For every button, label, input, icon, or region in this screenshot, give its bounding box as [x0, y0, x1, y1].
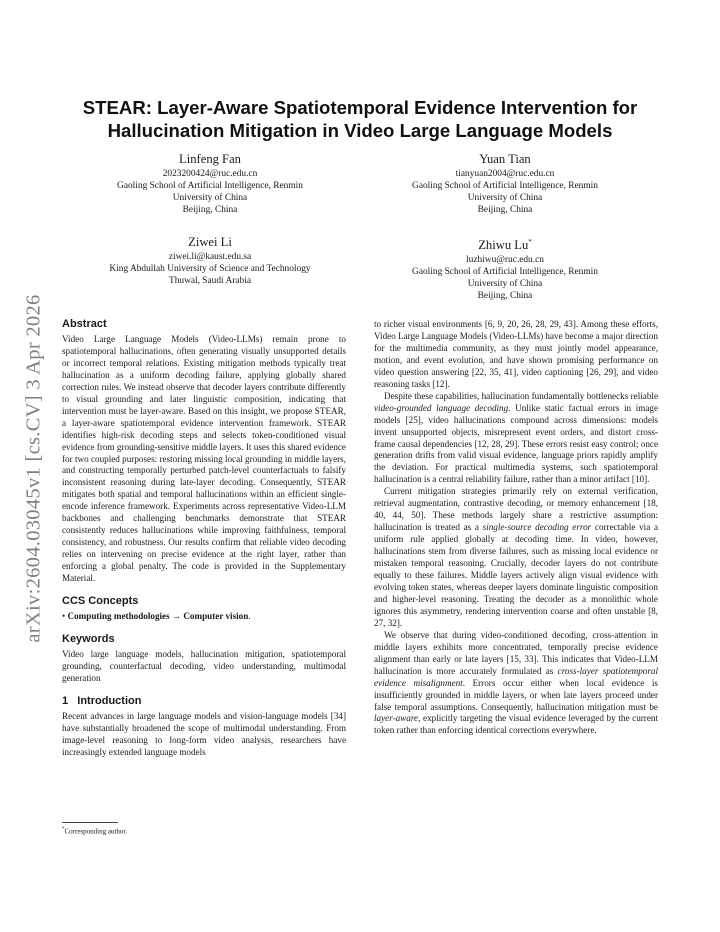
arxiv-stamp	[22, 268, 46, 668]
right-column	[374, 319, 658, 737]
author-block-1	[60, 151, 360, 216]
paper-title	[62, 96, 658, 142]
footnote	[62, 825, 127, 836]
keywords-text: Video large language models, hallucination mitigation, spatiotemporal grounding, counterfactual decoding, video understanding, multimodal generation	[62, 648, 346, 683]
author-location: Beijing, China	[477, 291, 533, 302]
introduction-heading: 1 Introduction	[62, 694, 142, 707]
author-email: 2023200424@ruc.edu.cn	[162, 169, 258, 179]
intro-paragraph-1-end: to richer visual environments [6, 9, 20, 26, 28, 29, 43]. Among these efforts, Video Large Language Models (Video-LLMs) have become a major direction for the multimedia community, as they must jointly model appearance, motion, and event evolution, and have shown promising performance on video question answering [22, 35, 41], video captioning [26, 29], and video reasoning tasks [12].	[374, 319, 658, 389]
footnote-rule	[62, 822, 118, 823]
text-run: . Errors occur either when local evidence is insufficiently grounded in middle layers, or when late layers proceed under false temporal assumptions. Consequently, hallucination mitigation must be	[374, 677, 658, 712]
emphasis-run: layer-aware	[374, 713, 419, 724]
intro-paragraph-3	[374, 486, 658, 629]
author-block-4	[355, 234, 655, 303]
ccs-concept-text: Computing methodologies → Computer vision	[67, 611, 249, 622]
author-affiliation: Gaoling School of Artificial Intelligence, Renmin	[412, 267, 598, 278]
paper-title-line-1: STEAR: Layer-Aware Spatiotemporal Evidence Intervention for	[82, 97, 638, 118]
author-name	[355, 234, 655, 253]
arxiv-stamp-text: arXiv:2604.03045v1 [cs.CV] 3 Apr 2026	[22, 293, 45, 643]
text-run: , explicitly targeting the visual evidence leveraged by the current token rather than enforcing identical corrections everywhere.	[374, 713, 658, 736]
ccs-period: .	[248, 611, 251, 622]
ccs-heading: CCS Concepts	[62, 595, 139, 608]
text-run: Current mitigation strategies primarily rely on external verification, retrieval augmentation, contrastive decoding, or memory enhancement [18, 40, 44, 50]. These methods largely share a restrictive assumption: hallucination is treated as a	[374, 486, 658, 533]
author-affiliation: Gaoling School of Artificial Intelligence, Renmin	[117, 181, 303, 192]
author-location: Beijing, China	[477, 205, 533, 216]
keywords-heading: Keywords	[62, 632, 115, 645]
author-name: Yuan Tian	[479, 152, 531, 166]
intro-paragraph-1-start: Recent advances in large language models and vision-language models [34] have substantially broadened the scope of multimodal understanding. From image-level reasoning to long-form video analysis, researchers have increasingly extended language models	[62, 710, 346, 757]
emphasis-run: video-grounded language decoding	[374, 402, 509, 413]
author-affiliation: University of China	[467, 193, 543, 204]
author-block-2	[355, 151, 655, 216]
author-email: ziwei.li@kaust.edu.sa	[168, 252, 252, 262]
intro-paragraph-4	[374, 630, 658, 738]
author-affiliation: Gaoling School of Artificial Intelligence, Renmin	[412, 181, 598, 192]
footnote-mark: *	[62, 827, 65, 832]
author-location: Thuwal, Saudi Arabia	[168, 276, 251, 287]
intro-paragraph-2	[374, 391, 658, 487]
text-run: . Unlike static factual errors in image models [25], video hallucinations compound across dimensions: models invent unsupported objects, misrepresent event orders, and distort cross-frame causal dependencies [12, 28, 29]. These errors resist easy control; once generation drifts from valid visual evidence, language priors rapidly amplify the deviation. For practical multimedia systems, such spatiotemporal hallucination is a central reliability failure, rather than a minor artifact [10].	[374, 402, 658, 485]
ccs-concepts	[62, 611, 346, 623]
author-affiliation: University of China	[467, 279, 543, 290]
author-affiliation: King Abdullah University of Science and Technology	[109, 264, 311, 275]
text-run: We observe that during video-conditioned decoding, cross-attention in middle layers exhibits more concentrated, temporally precise evidence alignment than early or late layers [15, 33]. This indicates that Video-LLM hallucination is more accurately formulated as	[374, 629, 658, 676]
author-name: Linfeng Fan	[179, 152, 241, 166]
ccs-bullet: •	[62, 611, 66, 622]
abstract-heading: Abstract	[62, 318, 107, 330]
author-name-text: Zhiwu Lu	[478, 238, 529, 253]
footnote-text: Corresponding author.	[64, 827, 128, 836]
author-affiliation: University of China	[172, 193, 248, 204]
author-block-3	[60, 234, 360, 287]
text-run: correctable via a uniform rule applied globally at decoding time. In video, however, hallucinations stem from diverse failures, such as missing local evidence or mistaken temporal reasoning. Crucially, decoder layers do not contribute equally to these failures. Middle layers actively align visual evidence with evolving token states, whereas deeper layers dominate linguistic composition and higher-level reasoning. Treating the decoder as a monolithic whole ignores this asymmetry, rendering intervention coarse and often unstable [8, 27, 32].	[374, 522, 658, 628]
text-run: Despite these capabilities, hallucination fundamentally bottlenecks reliable	[384, 390, 658, 401]
emphasis-run: single-source decoding error	[482, 522, 592, 533]
abstract-text: Video Large Language Models (Video-LLMs) remain prone to spatiotemporal hallucinations, often generating visually unsupported details or incorrect temporal relations. Existing mitigation methods typically treat hallucination as a uniform decoding failure, applying globally shared correction rules. We instead observe that decoder layers contribute differently to visual grounding and later linguistic composition, indicating that intervention must be layer-aware. Based on this insight, we propose STEAR, a layer-aware spatiotemporal evidence intervention framework. STEAR identifies high-risk decoding steps and selects token-conditioned visual evidence from grounding-sensitive middle layers. It uses this shared evidence for two coupled purposes: restoring missing local grounding in middle layers, and constructing temporally perturbed patch-level counterfactuals to falsify inconsistent reasoning during late-layer decoding. Consequently, STEAR mitigates both spatial and temporal hallucinations within an efficient single-encode inference framework. Experiments across representative Video-LLM backbones and challenging benchmarks demonstrate that STEAR consistently reduces hallucinations while improving faithfulness, temporal consistency, and robustness. Our results confirm that reliable video decoding relies on intervening on precise evidence at the right layer, rather than enforcing a global penalty. The code is provided in the Supplementary Material.	[62, 334, 346, 584]
author-name: Ziwei Li	[188, 235, 232, 249]
author-email: luzhiwu@ruc.edu.cn	[466, 255, 544, 266]
emphasis-run: cross-layer spatiotemporal evidence misalignment	[374, 665, 658, 688]
corresponding-mark: *	[528, 238, 532, 246]
author-location: Beijing, China	[182, 205, 238, 216]
paper-title-line-2: Hallucination Mitigation in Video Large Language Models	[107, 120, 613, 141]
author-email: tianyuan2004@ruc.edu.cn	[455, 169, 555, 179]
left-column	[62, 318, 346, 759]
